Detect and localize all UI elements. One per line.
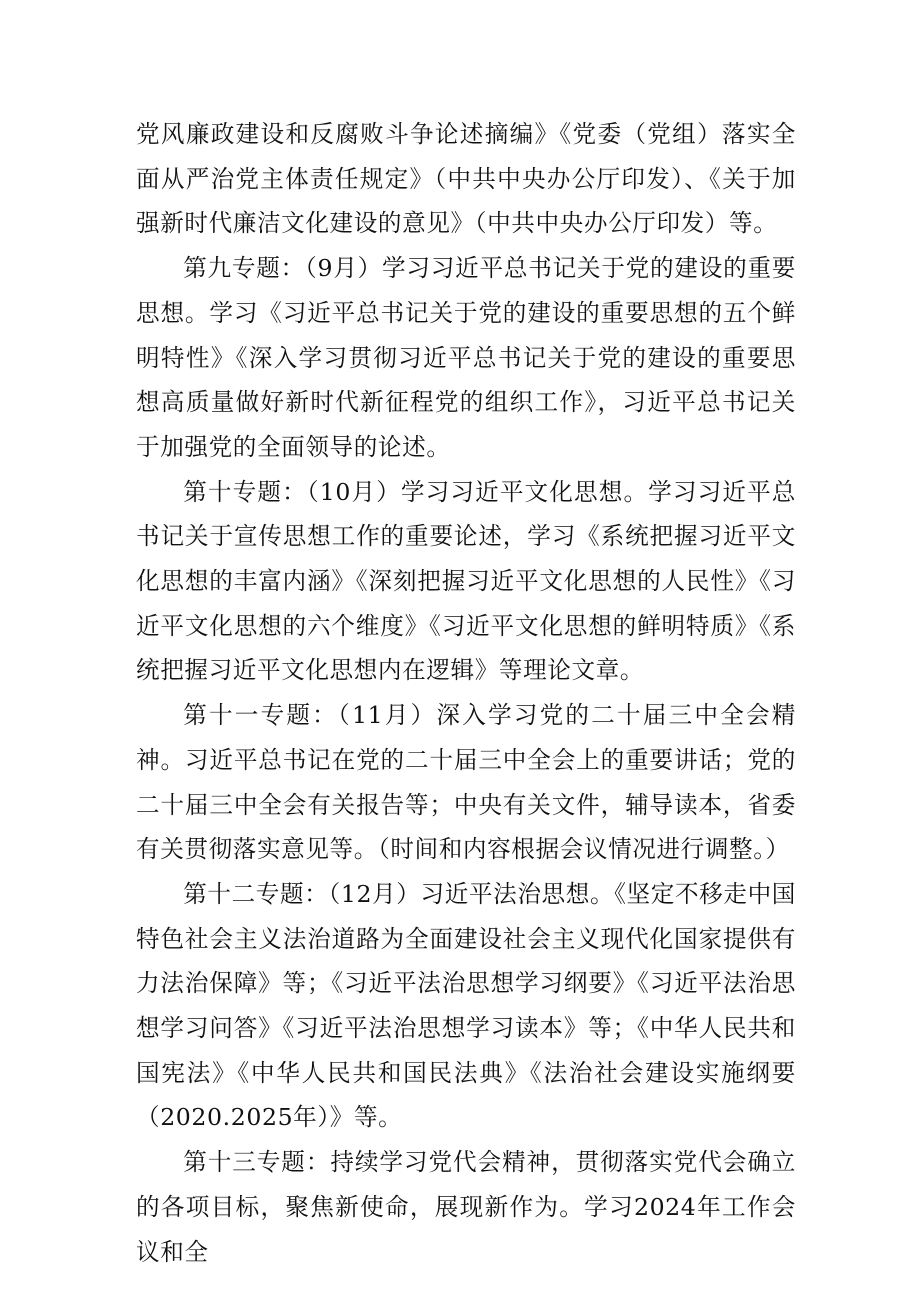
paragraph-continuation: 党风廉政建设和反腐败斗争论述摘编》《党委（党组）落实全面从严治党主体责任规定》（中共中央办公厅印发）、《关于加强新时代廉洁文化建设的意见》（中共中央办公厅印发）等。 <box>136 120 796 238</box>
paragraph-topic-11: 第十一专题：（11月）深入学习党的二十届三中全会精神。习近平总书记在党的二十届三中全会上的重要讲话；党的二十届三中全会有关报告等；中央有关文件，辅导读本，省委有关贯彻落实意见等。（时间和内容根据会议情况进行调整。） <box>136 701 796 864</box>
paragraph-topic-9: 第九专题：（9月）学习习近平总书记关于党的建设的重要思想。学习《习近平总书记关于党的建设的重要思想的五个鲜明特性》《深入学习贯彻习近平总书记关于党的建设的重要思想高质量做好新时代新征程党的组织工作》，习近平总书记关于加强党的全面领导的论述。 <box>136 254 796 461</box>
document-body <box>136 112 796 1274</box>
paragraph-topic-12: 第十二专题：（12月）习近平法治思想。《坚定不移走中国特色社会主义法治道路为全面建设社会主义现代化国家提供有力法治保障》等；《习近平法治思想学习纲要》《习近平法治思想学习问答》《习近平法治思想学习读本》等；《中华人民共和国宪法》《中华人民共和国民法典》《法治社会建设实施纲要（2020.2025年）》等。 <box>136 879 796 1132</box>
paragraph-topic-13: 第十三专题：持续学习党代会精神，贯彻落实党代会确立的各项目标，聚焦新使命，展现新作为。学习2024年工作会议和全 <box>136 1148 796 1266</box>
paragraph-topic-10: 第十专题：（10月）学习习近平文化思想。学习习近平总书记关于宣传思想工作的重要论述，学习《系统把握习近平文化思想的丰富内涵》《深刻把握习近平文化思想的人民性》《习近平文化思想的六个维度》《习近平文化思想的鲜明特质》《系统把握习近平文化思想内在逻辑》等理论文章。 <box>136 477 796 685</box>
